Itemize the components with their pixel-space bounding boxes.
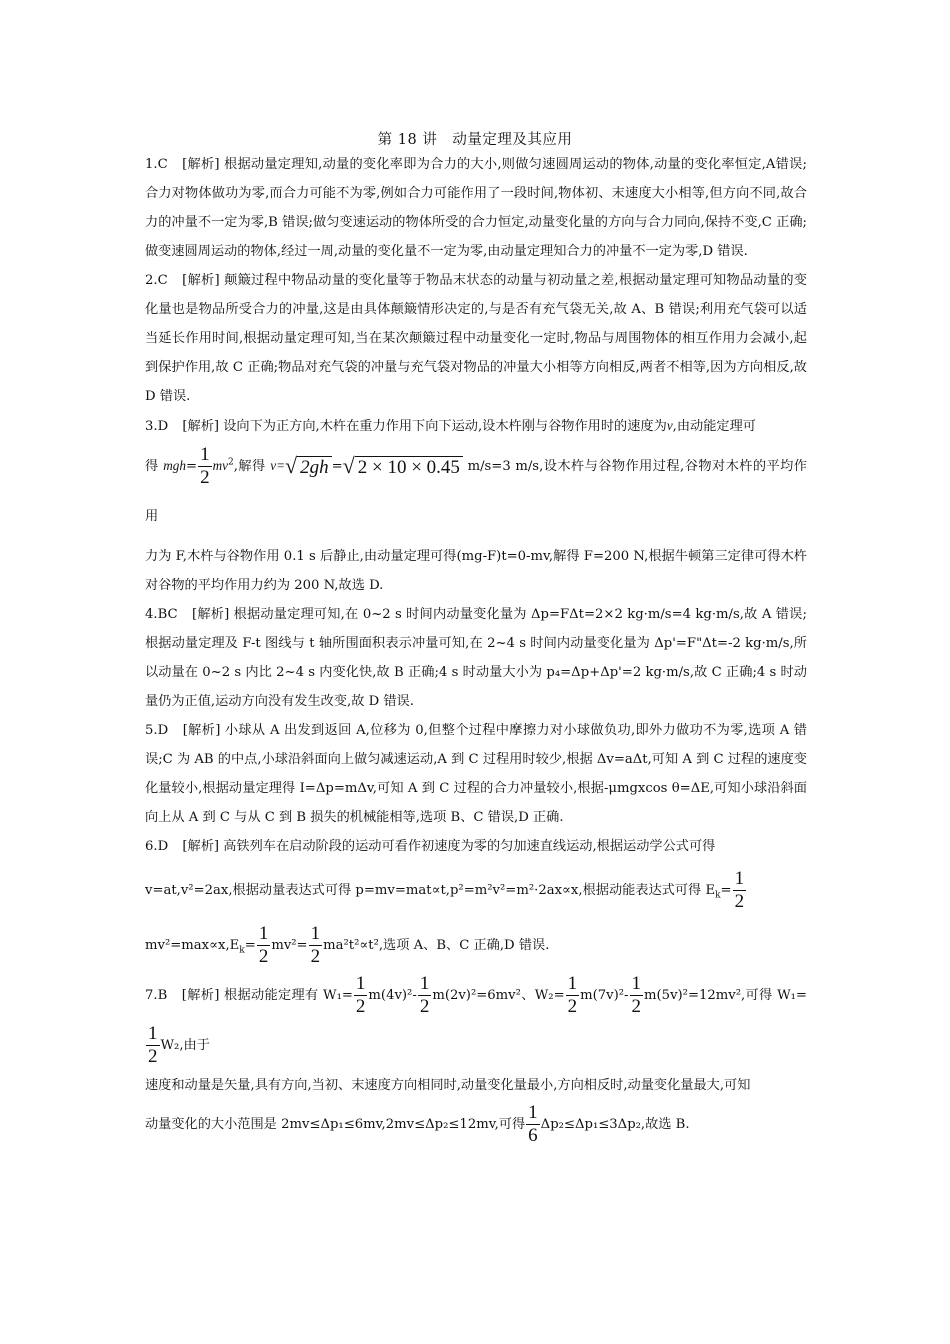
answer-text: W₂,由于: [160, 1038, 210, 1053]
answer-text: ,解得: [233, 459, 266, 474]
fraction: [418, 973, 432, 1018]
denominator: 2: [200, 467, 210, 488]
formula-line: [145, 1100, 807, 1150]
answer-text: m(4v)²-: [368, 988, 417, 1003]
answer-1: [145, 150, 807, 266]
denominator: 2: [567, 996, 578, 1017]
formula-symbol: mv: [212, 458, 228, 473]
answer-text: 根据动量定理可知,在 0~2 s 时间内动量变化量为 Δp=FΔt=2×2 kg·m/s=4 kg·m/s,故 A 错误;根据动量定理及 F-t 图线与 t 轴所围面积表示冲量可知,在 2~4 s 时间内动量变化量为 Δp'=F"Δt=-2 kg·m/s,所以动量在 0~2 s 内比 2~4 s 内变化快,故 B 正确;4 s 时动量大小为 p₄=Δp+Δp'=2 kg·m/s,故 C 正确;4 s 时动量仍为正值,运动方向没有发生改变,故 D 错误.: [145, 607, 807, 709]
fraction: [566, 973, 580, 1018]
equals-sign: =: [720, 883, 732, 898]
numerator: 1: [200, 444, 210, 465]
answer-text: 高铁列车在启动阶段的运动可看作初速度为零的匀加速直线运动,根据运动学公式可得: [223, 839, 716, 854]
analysis-tag: [解析]: [182, 157, 220, 172]
denominator: 2: [310, 946, 321, 967]
subscript: k: [239, 945, 245, 956]
answer-text: m(5v)²=12mv²,可得 W₁=: [644, 988, 807, 1003]
fraction: [257, 923, 271, 968]
answer-text: 力为 F,木杵与谷物作用 0.1 s 后静止,由动量定理可得(mg-F)t=0-mv,解得 F=200 N,根据牛顿第三定律可得木杵对谷物的平均作用力约为 200 N,故选 D.: [145, 549, 807, 593]
answer-3: [145, 411, 807, 600]
answer-text: Δp₂≤Δp₁≤3Δp₂,故选 B.: [540, 1117, 690, 1132]
square-root: √ 2 × 10 × 0.45: [343, 455, 463, 479]
fraction: [309, 923, 323, 968]
answer-6: [145, 832, 807, 971]
formula-symbol: mgh: [163, 458, 186, 473]
subscript: k: [715, 890, 721, 901]
page-title: 第 18 讲 动量定理及其应用: [377, 132, 573, 148]
numerator: 1: [734, 868, 745, 889]
answer-2: [145, 266, 807, 411]
equals-sign: =: [244, 938, 256, 953]
fraction: [630, 973, 644, 1018]
answer-number: 2.C: [145, 273, 168, 288]
analysis-tag: [解析]: [182, 839, 220, 854]
fraction: [198, 444, 212, 489]
fraction: [146, 1023, 160, 1068]
answer-text: 速度和动量是矢量,具有方向,当初、末速度方向相同时,动量变化量最小,方向相反时,动量变化量最大,可知: [145, 1078, 751, 1093]
denominator: 2: [148, 1046, 158, 1067]
answer-number: 1.C: [145, 157, 168, 172]
denominator: 2: [631, 996, 642, 1017]
denominator: 6: [528, 1125, 538, 1146]
answer-text: m(7v)²-: [580, 988, 629, 1003]
answer-text: m(2v)²=6mv²、W₂=: [432, 988, 565, 1003]
answer-text: 得: [145, 459, 159, 474]
numerator: 1: [310, 923, 321, 944]
numerator: 1: [148, 1023, 158, 1044]
equals-sign: =: [186, 459, 198, 474]
velocity-symbol: v: [666, 418, 673, 433]
analysis-tag: [解析]: [182, 723, 221, 738]
answer-number: 6.D: [145, 839, 169, 854]
answer-text: 设向下为正方向,木杵在重力作用下向下运动,设木杵刚与谷物作用时的速度为: [223, 419, 667, 434]
answer-text: 小球从 A 出发到返回 A,位移为 0,但整个过程中摩擦力对小球做负功,即外力做功不为零,选项 A 错误;C 为 AB 的中点,小球沿斜面向上做匀减速运动,A 到 C 过程用时较少,根据 Δv=aΔt,可知 A 到 C 过程的速度变化量较小,根据动量定理得 I=Δp=mΔv,可知 A 到 C 过程的合力冲量较小,根据-μmgxcos θ=ΔE,可知小球沿斜面向上从 A 到 C 与从 C 到 B 损失的机械能相等,选项 B、C 错误,D 正确.: [145, 723, 807, 825]
answer-7: [145, 971, 807, 1150]
answer-text: ma²t²∝t²,选项 A、B、C 正确,D 错误.: [323, 938, 550, 953]
radicand: 2gh: [297, 456, 332, 478]
formula-line: [145, 921, 807, 971]
fraction: [526, 1102, 540, 1147]
answer-text: ,由动能定理可: [672, 419, 756, 434]
fraction: [733, 868, 747, 913]
answer-number: 3.D: [145, 419, 169, 434]
numerator: 1: [258, 923, 269, 944]
answer-text: v=at,v²=2ax,根据动量表达式可得 p=mv=mat∝t,p²=m²v²=m²·2ax∝x,根据动能表达式可得 E: [145, 883, 716, 898]
answer-text: 根据动能定理有 W₁=: [223, 988, 353, 1003]
denominator: 2: [258, 946, 269, 967]
formula-line: [145, 971, 807, 1071]
answer-text: m/s=3 m/s,设木杵与谷物作用过程,谷物对木杵的平均作用: [145, 459, 807, 524]
radicand: 2 × 10 × 0.45: [355, 456, 463, 478]
numerator: 1: [355, 973, 366, 994]
numerator: 1: [567, 973, 578, 994]
denominator: 2: [355, 996, 366, 1017]
answer-number: 4.BC: [145, 607, 178, 622]
denominator: 2: [419, 996, 430, 1017]
answer-text: 根据动量定理知,动量的变化率即为合力的大小,则做匀速圆周运动的物体,动量的变化率恒定,A错误;合力对物体做功为零,而合力可能不为零,例如合力可能作用了一段时间,物体初、末速度大小相等,但方向不同,故合力的冲量不一定为零,B 错误;做匀变速运动的物体所受的合力恒定,动量变化量的方向与合力同向,保持不变,C 正确;做变速圆周运动的物体,经过一周,动量的变化量不一定为零,由动量定理知合力的冲量不一定为零,D 错误.: [145, 157, 807, 259]
formula-line: [145, 861, 807, 921]
answer-text: mv²=: [271, 938, 308, 953]
answer-text: mv²=max∝x,E: [145, 938, 240, 953]
answer-text: 动量变化的大小范围是 2mv≤Δp₁≤6mv,2mv≤Δp₂≤12mv,可得: [145, 1117, 526, 1132]
answer-content: [145, 150, 807, 1150]
answer-5: [145, 716, 807, 832]
analysis-tag: [解析]: [182, 273, 220, 288]
numerator: 1: [631, 973, 642, 994]
numerator: 1: [419, 973, 430, 994]
fraction: [354, 973, 368, 1018]
answer-number: 5.D: [145, 723, 169, 738]
analysis-tag: [解析]: [182, 419, 220, 434]
answer-4: [145, 600, 807, 716]
analysis-tag: [解析]: [192, 607, 230, 622]
analysis-tag: [解析]: [181, 988, 220, 1003]
formula-symbol: v=: [270, 458, 286, 473]
formula-line: 得 mgh= $\frac{1}{2}$ $mv^2$,解得 v=√ 2gh =√ 2 × 10 × 0.45 m/s=3 m/s,设木杵与谷物作用过程,谷物对木杵的平均作用: [145, 444, 807, 524]
answer-text: 颠簸过程中物品动量的变化量等于物品末状态的动量与初动量之差,根据动量定理可知物品动量的变化量也是物品所受合力的冲量,这是由具体颠簸情形决定的,与是否有充气袋无关,故 A、B 错误;利用充气袋可以适当延长作用时间,根据动量定理可知,当在某次颠簸过程中动量变化一定时,物品与周围物体的相互作用力会减小,起到保护作用,故 C 正确;物品对充气袋的冲量与充气袋对物品的冲量大小相等方向相反,两者不相等,因为方向相反,故 D 错误.: [145, 273, 807, 404]
answer-number: 7.B: [145, 988, 168, 1003]
numerator: 1: [528, 1102, 538, 1123]
denominator: 2: [734, 891, 745, 912]
square-root: √ 2gh: [285, 455, 332, 479]
